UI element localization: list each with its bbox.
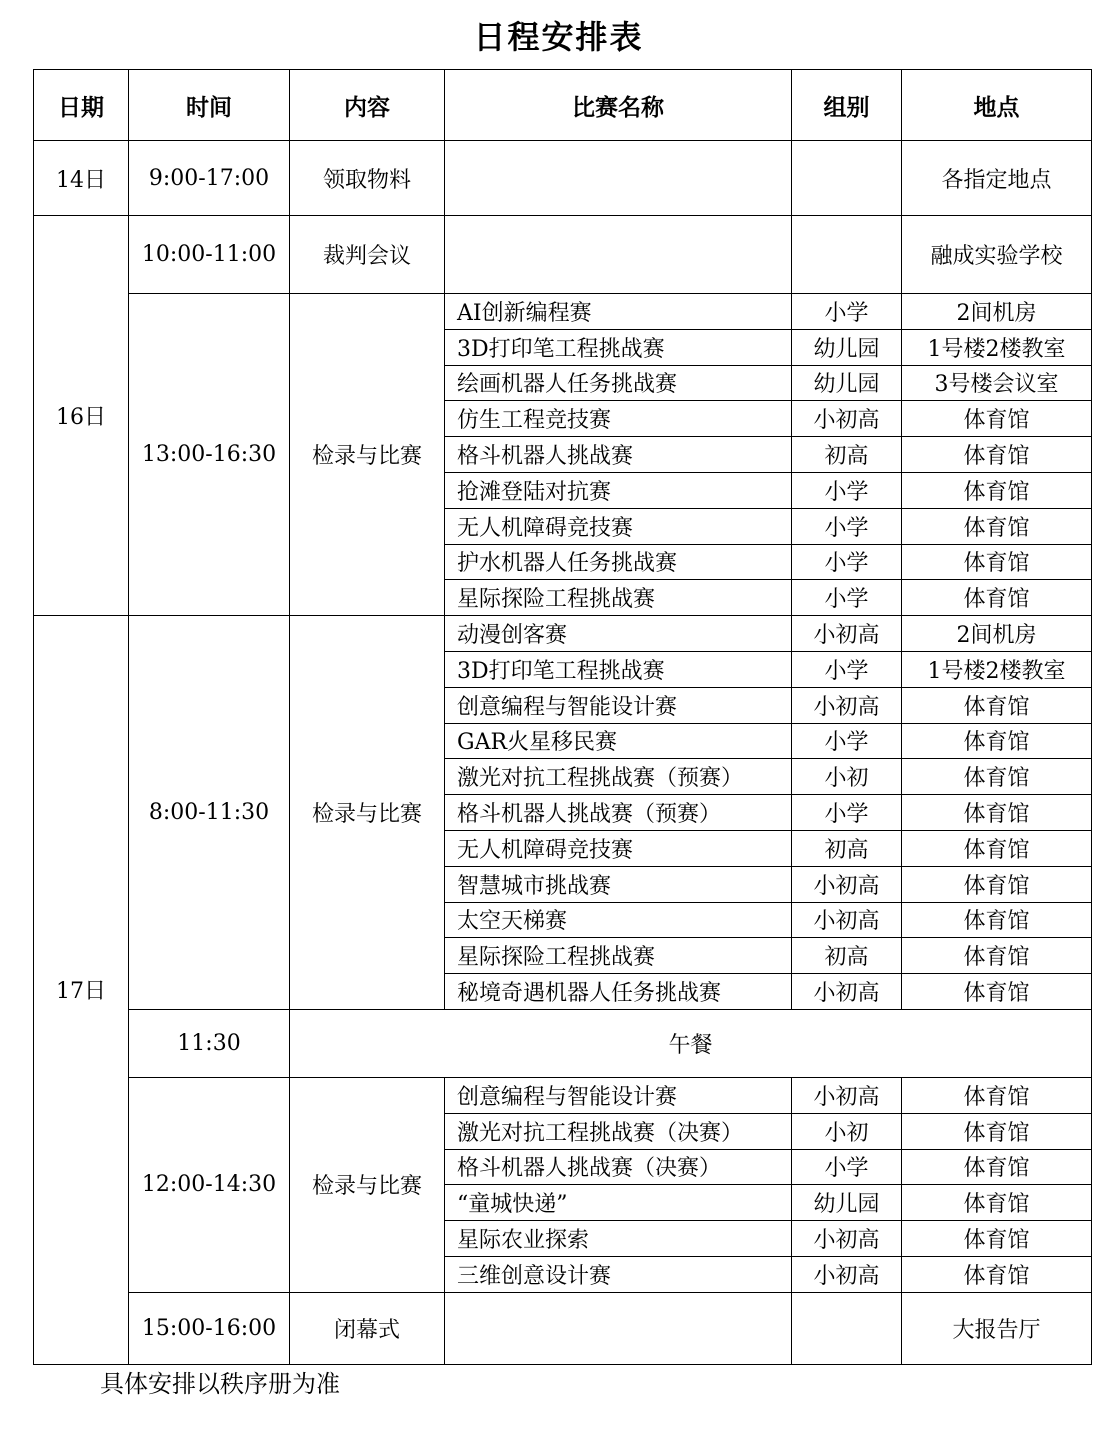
event-name: 仿生工程竞技赛 xyxy=(445,401,792,437)
event-group: 小学 xyxy=(792,294,902,330)
table-row-lunch xyxy=(34,1009,1092,1077)
event-venue: 融成实验学校 xyxy=(902,216,1092,294)
event-name: 三维创意设计赛 xyxy=(445,1256,792,1292)
event-venue: 体育馆 xyxy=(902,508,1092,544)
event-venue: 体育馆 xyxy=(902,580,1092,616)
event-venue: 体育馆 xyxy=(902,1221,1092,1257)
time-cell: 10:00-11:00 xyxy=(129,216,290,294)
event-name: 星际探险工程挑战赛 xyxy=(445,580,792,616)
event-venue: 2间机房 xyxy=(902,294,1092,330)
event-venue: 各指定地点 xyxy=(902,141,1092,216)
event-name xyxy=(445,141,792,216)
event-group: 小初高 xyxy=(792,1077,902,1113)
event-venue: 体育馆 xyxy=(902,830,1092,866)
event-group: 小学 xyxy=(792,472,902,508)
page-title: 日程安排表 xyxy=(473,18,644,56)
content-cell: 检录与比赛 xyxy=(290,294,445,616)
table-row-day14 xyxy=(34,141,1092,216)
event-group: 小学 xyxy=(792,508,902,544)
event-venue: 3号楼会议室 xyxy=(902,365,1092,401)
table-row xyxy=(34,1077,1092,1113)
event-venue: 体育馆 xyxy=(902,938,1092,974)
table-row xyxy=(34,616,1092,652)
event-venue: 体育馆 xyxy=(902,1149,1092,1185)
header-time: 时间 xyxy=(129,70,290,141)
event-group: 小学 xyxy=(792,544,902,580)
time-cell: 15:00-16:00 xyxy=(129,1292,290,1364)
lunch-cell: 午餐 xyxy=(290,1009,1092,1077)
event-name: AI创新编程赛 xyxy=(445,294,792,330)
event-group: 初高 xyxy=(792,938,902,974)
header-venue: 地点 xyxy=(902,70,1092,141)
event-venue: 1号楼2楼教室 xyxy=(902,329,1092,365)
event-name: 创意编程与智能设计赛 xyxy=(445,687,792,723)
content-cell: 领取物料 xyxy=(290,141,445,216)
event-name: GAR火星移民赛 xyxy=(445,723,792,759)
event-venue: 1号楼2楼教室 xyxy=(902,651,1092,687)
event-name: 智慧城市挑战赛 xyxy=(445,866,792,902)
event-name: 绘画机器人任务挑战赛 xyxy=(445,365,792,401)
event-venue: 体育馆 xyxy=(902,759,1092,795)
time-cell: 11:30 xyxy=(129,1009,290,1077)
header-date: 日期 xyxy=(34,70,129,141)
event-venue: 体育馆 xyxy=(902,1185,1092,1221)
table-row xyxy=(34,294,1092,330)
event-group: 初高 xyxy=(792,437,902,473)
event-venue: 体育馆 xyxy=(902,401,1092,437)
time-cell: 12:00-14:30 xyxy=(129,1077,290,1292)
event-name: 星际农业探索 xyxy=(445,1221,792,1257)
event-group: 小初高 xyxy=(792,401,902,437)
event-name: 3D打印笔工程挑战赛 xyxy=(445,329,792,365)
event-group xyxy=(792,216,902,294)
header-group: 组别 xyxy=(792,70,902,141)
event-venue: 体育馆 xyxy=(902,723,1092,759)
event-group: 初高 xyxy=(792,830,902,866)
event-venue: 2间机房 xyxy=(902,616,1092,652)
event-group: 小初高 xyxy=(792,1256,902,1292)
event-group: 小初 xyxy=(792,1113,902,1149)
event-group: 小学 xyxy=(792,580,902,616)
content-cell: 闭幕式 xyxy=(290,1292,445,1364)
event-name: 星际探险工程挑战赛 xyxy=(445,938,792,974)
event-venue: 大报告厅 xyxy=(902,1292,1092,1364)
header-content: 内容 xyxy=(290,70,445,141)
event-venue: 体育馆 xyxy=(902,687,1092,723)
event-name: 格斗机器人挑战赛 xyxy=(445,437,792,473)
event-group: 小初高 xyxy=(792,866,902,902)
event-name: 3D打印笔工程挑战赛 xyxy=(445,651,792,687)
event-name: 格斗机器人挑战赛（预赛） xyxy=(445,795,792,831)
table-row-meeting xyxy=(34,216,1092,294)
event-venue: 体育馆 xyxy=(902,866,1092,902)
event-venue: 体育馆 xyxy=(902,1256,1092,1292)
header-row xyxy=(34,70,1092,141)
footnote: 具体安排以秩序册为准 xyxy=(100,1370,340,1398)
event-name: 激光对抗工程挑战赛（预赛） xyxy=(445,759,792,795)
date-cell-17: 17日 xyxy=(34,616,129,1365)
event-name: 无人机障碍竞技赛 xyxy=(445,508,792,544)
event-name xyxy=(445,1292,792,1364)
event-name: 抢滩登陆对抗赛 xyxy=(445,472,792,508)
content-cell: 检录与比赛 xyxy=(290,1077,445,1292)
event-venue: 体育馆 xyxy=(902,472,1092,508)
event-name: 格斗机器人挑战赛（决赛） xyxy=(445,1149,792,1185)
event-venue: 体育馆 xyxy=(902,437,1092,473)
event-venue: 体育馆 xyxy=(902,974,1092,1010)
event-name: 太空天梯赛 xyxy=(445,902,792,938)
event-group: 小初高 xyxy=(792,902,902,938)
event-name: 创意编程与智能设计赛 xyxy=(445,1077,792,1113)
event-group: 小初高 xyxy=(792,1221,902,1257)
event-group xyxy=(792,141,902,216)
schedule-table xyxy=(33,69,1092,1365)
date-cell-16: 16日 xyxy=(34,216,129,616)
event-name: 激光对抗工程挑战赛（决赛） xyxy=(445,1113,792,1149)
event-venue: 体育馆 xyxy=(902,795,1092,831)
event-group: 小学 xyxy=(792,723,902,759)
event-group: 小初高 xyxy=(792,974,902,1010)
content-cell: 检录与比赛 xyxy=(290,616,445,1010)
schedule-table-body xyxy=(34,70,1092,1365)
event-name: 秘境奇遇机器人任务挑战赛 xyxy=(445,974,792,1010)
event-group: 幼儿园 xyxy=(792,329,902,365)
event-group: 幼儿园 xyxy=(792,365,902,401)
event-name: 动漫创客赛 xyxy=(445,616,792,652)
date-cell-14: 14日 xyxy=(34,141,129,216)
event-group: 小初高 xyxy=(792,616,902,652)
time-cell: 13:00-16:30 xyxy=(129,294,290,616)
event-name xyxy=(445,216,792,294)
event-name: 护水机器人任务挑战赛 xyxy=(445,544,792,580)
header-event-name: 比赛名称 xyxy=(445,70,792,141)
event-group: 小初高 xyxy=(792,687,902,723)
event-group: 小初 xyxy=(792,759,902,795)
content-cell: 裁判会议 xyxy=(290,216,445,294)
time-cell: 9:00-17:00 xyxy=(129,141,290,216)
event-group: 小学 xyxy=(792,651,902,687)
event-group xyxy=(792,1292,902,1364)
table-row-closing xyxy=(34,1292,1092,1364)
event-venue: 体育馆 xyxy=(902,1113,1092,1149)
event-venue: 体育馆 xyxy=(902,1077,1092,1113)
event-group: 小学 xyxy=(792,1149,902,1185)
event-name: “童城快递” xyxy=(445,1185,792,1221)
event-group: 幼儿园 xyxy=(792,1185,902,1221)
event-venue: 体育馆 xyxy=(902,902,1092,938)
event-venue: 体育馆 xyxy=(902,544,1092,580)
event-name: 无人机障碍竞技赛 xyxy=(445,830,792,866)
event-group: 小学 xyxy=(792,795,902,831)
time-cell: 8:00-11:30 xyxy=(129,616,290,1010)
